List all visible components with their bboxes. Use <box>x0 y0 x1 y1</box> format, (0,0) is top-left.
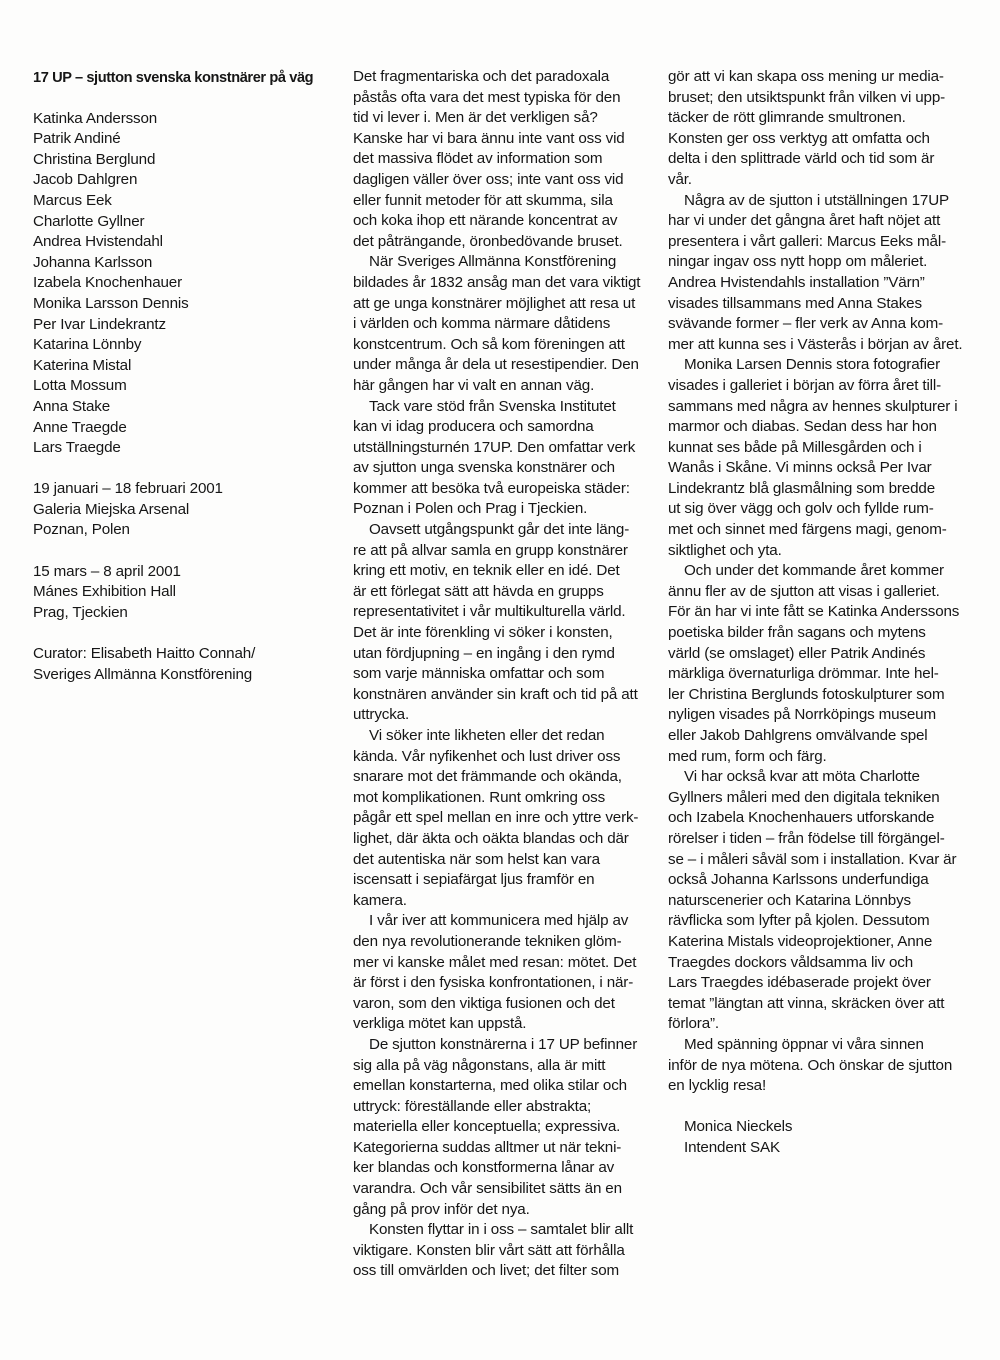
text-line: påstås ofta vara det mest typiska för den <box>353 88 621 106</box>
text-line: nyligen visades på Norrköpings museum <box>668 706 936 724</box>
text-line: det påträngande, öronbedövande bruset. <box>353 232 623 250</box>
artist-list <box>33 109 338 459</box>
text-line: I vår iver att kommunicera med hjälp av <box>369 912 629 930</box>
artist-name: Per Ivar Lindekrantz <box>33 315 166 333</box>
text-line: pågår ett spel mellan en inre och yttre verk- <box>353 809 639 827</box>
text-line: tid vi lever i. Men är det verkligen så? <box>353 109 598 127</box>
essay-paragraph <box>353 67 649 252</box>
exhibition-title: 17 UP – sjutton svenska konstnärer på väg <box>33 70 314 86</box>
text-line: kan vi idag producera och samordna <box>353 418 594 436</box>
text-line: Det fragmentariska och det paradoxala <box>353 68 610 85</box>
text-line: utställningsturnén 17UP. Den omfattar verk <box>353 438 636 456</box>
essay-column-2 <box>668 67 968 1158</box>
text-line: poetiska bilder från sagans och mytens <box>668 624 926 642</box>
venue-poznan <box>33 479 338 541</box>
essay-paragraph <box>353 520 649 726</box>
text-line: sig alla på väg någonstans, alla är mitt <box>353 1056 606 1074</box>
text-line: här gången har vi valt en annan väg. <box>353 376 595 394</box>
text-line: mer vi kanske målet med resan: mötet. Det <box>353 953 637 971</box>
text-line: varon, som den viktiga fusionen och det <box>353 994 615 1012</box>
text-line: Kategorierna suddas alltmer ut när tekni- <box>353 1138 622 1156</box>
text-line: i världen och komma närmare dåtidens <box>353 315 611 333</box>
essay-column-2-body <box>668 67 968 1097</box>
text-line: delta i den splittrade värld och tid som är <box>668 150 935 168</box>
text-line: bildades år 1832 ansåg man det vara viktigt <box>353 273 641 291</box>
essay-paragraph <box>668 1035 968 1097</box>
text-line: rörelser i tiden – från födelse till förgängel- <box>668 829 945 847</box>
text-line: under många år dela ut resestipendier. Den <box>353 356 639 374</box>
artist-name: Johanna Karlsson <box>33 253 153 271</box>
text-line: dagligen väller över oss; inte vant oss vid <box>353 170 624 188</box>
text-line: det autentiska när som helst kan vara <box>353 850 600 868</box>
text-line: se – i måleri såväl som i installation. Kvar är <box>668 850 957 868</box>
text-line: naturscenerier och Katarina Lönnbys <box>668 891 911 909</box>
text-line: varandra. Och vår sensibilitet sätts än en <box>353 1180 622 1198</box>
text-line: sammans med några av hennes skulpturer i <box>668 397 958 415</box>
essay-column-1 <box>353 67 649 1282</box>
text-line: Med spänning öppnar vi våra sinnen <box>684 1035 924 1053</box>
text-line: ningar ingav oss nytt hopp om måleriet. <box>668 253 928 271</box>
essay-paragraph <box>353 911 649 1035</box>
text-line: Poznan i Polen och Prag i Tjeckien. <box>353 500 588 518</box>
text-line: bruset; den utsiktspunkt från vilken vi upp- <box>668 88 946 106</box>
text-line: eller Jakob Dahlgrens omvälvande spel <box>668 727 928 744</box>
text-line: också Johanna Karlssons underfundiga <box>668 871 929 889</box>
text-line: värld (se omslaget) eller Patrik Andinés <box>668 644 926 662</box>
artist-name: Katarina Lönnby <box>33 336 142 354</box>
text-line: emellan konstarterna, med olika stilar och <box>353 1077 627 1095</box>
text-line: Vi söker inte likheten eller det redan <box>369 727 605 744</box>
text-line: visades tillsammans med Anna Stakes <box>668 294 922 312</box>
artist-name: Anna Stake <box>33 397 111 415</box>
text-line: Och under det kommande året kommer <box>684 562 944 580</box>
text-line: täcker de rött glimrande smultronen. <box>668 109 906 127</box>
text-line: ker blandas och konstformerna lånar av <box>353 1159 615 1177</box>
text-line: marmor och diabas. Sedan dess har hon <box>668 418 937 436</box>
artist-name: Anne Traegde <box>33 418 127 436</box>
text-line: uttryck: föreställande eller abstrakta; <box>353 1097 592 1115</box>
text-line: verkliga mötet kan uppstå. <box>353 1015 527 1033</box>
text-line: kunnat ses både på Millesgården och i <box>668 438 922 456</box>
text-line: och koka ihop ett närande koncentrat av <box>353 212 618 230</box>
essay-paragraph <box>668 67 968 191</box>
text-line: När Sveriges Allmänna Konstförening <box>369 253 617 271</box>
text-line: snarare mot det främmande och okända, <box>353 768 622 786</box>
text-line: som varje människa omfattar och som <box>353 665 605 683</box>
text-line: Det är inte förenkling vi söker i konsten, <box>353 624 613 642</box>
venue-dates: 19 januari – 18 februari 2001 <box>33 480 223 498</box>
artist-name: Izabela Knochenhauer <box>33 274 182 292</box>
artist-name: Marcus Eek <box>33 191 112 209</box>
text-line: ännu fler av de sjutton att visas i galleriet. <box>668 582 940 600</box>
text-line: märkliga övernaturliga drömmar. Inte hel- <box>668 665 939 683</box>
artist-name: Charlotte Gyllner <box>33 212 145 230</box>
text-line: ler Christina Berglunds fotoskulpturer som <box>668 685 945 703</box>
text-line: presentera i vårt galleri: Marcus Eeks mål- <box>668 232 946 250</box>
artist-name: Andrea Hvistendahl <box>33 233 163 251</box>
text-line: svävande former – fler verk av Anna kom- <box>668 315 944 333</box>
essay-paragraph <box>353 726 649 911</box>
text-line: Lars Traegdes idébaserade projekt över <box>668 974 931 992</box>
text-line: re att på allvar samla en grupp konstnärer <box>353 541 628 559</box>
text-line: kommer att besöka två europeiska städer: <box>353 479 630 497</box>
text-line: oss till omvärlden och livet; det filter som <box>353 1262 620 1280</box>
venue-name: Galeria Miejska Arsenal <box>33 500 190 518</box>
curator-credit <box>33 644 338 685</box>
signature-name: Monica Nieckels <box>684 1118 793 1136</box>
essay-paragraph <box>353 252 649 396</box>
text-line: och Izabela Knochenhauers utforskande <box>668 809 935 827</box>
text-line: temat ”längtan att vinna, skräcken över att <box>668 994 945 1012</box>
text-line: Katerina Mistals videoprojektioner, Anne <box>668 932 933 950</box>
venue-dates: 15 mars – 8 april 2001 <box>33 562 181 580</box>
credits-column <box>33 68 338 685</box>
text-line: att ge unga konstnärer möjlighet att resa ut <box>353 294 636 312</box>
text-line: har vi under det gångna året haft nöjet att <box>668 212 941 230</box>
text-line: mot komplikationen. Runt omkring oss <box>353 788 606 806</box>
text-line: Oavsett utgångspunkt går det inte läng- <box>369 521 630 539</box>
artist-name: Jacob Dahlgren <box>33 171 138 189</box>
text-line: met och sinnet med färgens magi, genom- <box>668 521 947 539</box>
essay-paragraph <box>353 397 649 521</box>
text-line: siktlighet och yta. <box>668 541 782 559</box>
text-line: är ett förlegat sätt att hävda en grupps <box>353 582 604 600</box>
text-line: det massiva flödet av information som <box>353 150 603 168</box>
text-line: konstcentrum. Och så kom föreningen att <box>353 335 625 353</box>
venue-name: Mánes Exhibition Hall <box>33 583 176 601</box>
artist-name: Lotta Mossum <box>33 377 127 395</box>
text-line: Wanås i Skåne. Vi minns också Per Ivar <box>668 459 932 477</box>
text-line: iscensatt i sepiafärgat ljus framför en <box>353 871 595 889</box>
text-line: kring ett motiv, en teknik eller en idé. Det <box>353 562 620 580</box>
artist-name: Katerina Mistal <box>33 356 132 374</box>
venue-location: Prag, Tjeckien <box>33 603 128 621</box>
artist-name: Lars Traegde <box>33 439 121 457</box>
text-line: Konsten flyttar in i oss – samtalet blir allt <box>369 1221 634 1239</box>
curator-line-1: Curator: Elisabeth Haitto Connah/ <box>33 645 256 663</box>
text-line: Andrea Hvistendahls installation ”Värn” <box>668 273 925 291</box>
artist-name: Christina Berglund <box>33 150 156 168</box>
text-line: eller funnit metoder för att skumma, sila <box>353 191 613 209</box>
text-line: visades i galleriet i början av förra året till- <box>668 376 942 394</box>
venue-location: Poznan, Polen <box>33 521 130 539</box>
essay-paragraph <box>668 561 968 767</box>
text-line: kamera. <box>353 891 407 909</box>
text-line: Monika Larsen Dennis stora fotografier <box>684 356 940 374</box>
essay-paragraph <box>668 191 968 356</box>
text-line: viktigare. Konsten blir vårt sätt att förhålla <box>353 1241 625 1259</box>
signature-title: Intendent SAK <box>684 1138 780 1156</box>
text-line: utan fördjupning – en ingång i den rymd <box>353 644 615 662</box>
text-line: vår. <box>668 170 692 188</box>
text-line: mer att kunna ses i Västerås i början av året. <box>668 335 963 353</box>
text-line: gång på prov inför det nya. <box>353 1200 530 1218</box>
text-line: Några av de sjutton i utställningen 17UP <box>684 191 950 209</box>
curator-line-2: Sveriges Allmänna Konstförening <box>33 665 253 683</box>
text-line: konstnären använder sin kraft och tid på att <box>353 685 638 703</box>
text-line: gör att vi kan skapa oss mening ur media- <box>668 68 944 85</box>
essay-paragraph <box>353 1035 649 1220</box>
text-line: inför de nya mötena. Och önskar de sjutton <box>668 1056 953 1074</box>
text-line: Vi har också kvar att möta Charlotte <box>684 768 920 786</box>
text-line: en lycklig resa! <box>668 1077 767 1095</box>
venue-prague <box>33 562 338 624</box>
text-line: representativitet i vår multikulturella värld. <box>353 603 626 621</box>
artist-name: Katinka Andersson <box>33 109 158 127</box>
text-line: Traegdes dockors våldsamma liv och <box>668 953 914 971</box>
artist-name: Patrik Andiné <box>33 130 121 148</box>
text-line: lighet, där äkta och oäkta blandas och där <box>353 829 629 847</box>
essay-paragraph <box>668 355 968 561</box>
text-line: av sjutton unga svenska konstnärer och <box>353 459 615 477</box>
text-line: De sjutton konstnärerna i 17 UP befinner <box>369 1035 638 1053</box>
essay-paragraph <box>668 767 968 1035</box>
text-line: ut sig över vägg och golv och fyllde rum- <box>668 500 934 518</box>
artist-name: Monika Larsson Dennis <box>33 294 189 312</box>
essay-paragraph <box>353 1220 649 1282</box>
text-line: För än har vi inte fått se Katinka Anderssons <box>668 603 960 621</box>
text-line: Konsten ger oss verktyg att omfatta och <box>668 129 930 147</box>
text-line: med rum, form och färg. <box>668 747 827 765</box>
text-line: Gyllners måleri med den digitala tekniken <box>668 788 940 806</box>
text-line: Tack vare stöd från Svenska Institutet <box>369 397 616 415</box>
text-line: materiella eller konceptuella; expressiva. <box>353 1118 621 1136</box>
signature <box>668 1117 968 1158</box>
text-line: Lindekrantz blå glasmålning som bredde <box>668 479 935 497</box>
text-line: uttrycka. <box>353 706 410 724</box>
text-line: kända. Vår nyfikenhet och lust driver oss <box>353 747 621 765</box>
text-line: den nya revolutionerande tekniken glöm- <box>353 932 622 950</box>
text-line: Kanske har vi bara ännu inte vant oss vid <box>353 129 625 147</box>
text-line: är först i den fysiska konfrontationen, i när- <box>353 974 634 992</box>
text-line: rävflicka som lyfter på kjolen. Dessutom <box>668 912 930 930</box>
text-line: förlora”. <box>668 1015 719 1033</box>
